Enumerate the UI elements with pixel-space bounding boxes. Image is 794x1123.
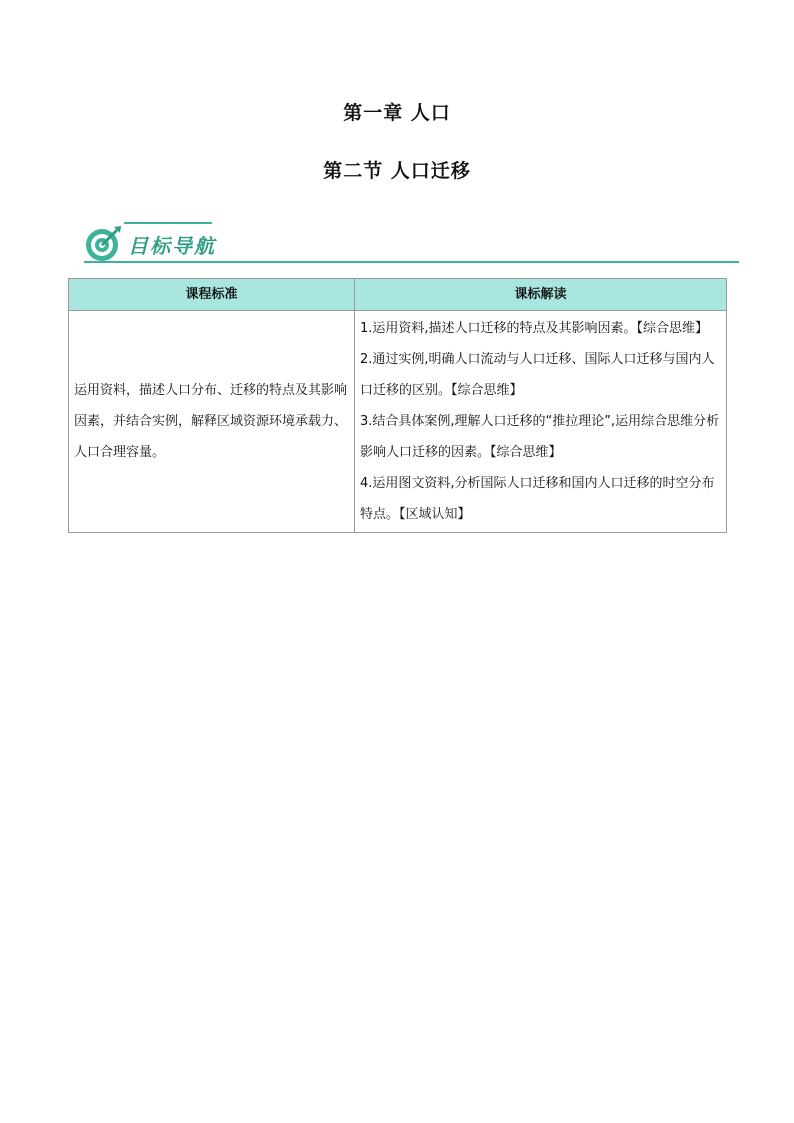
curriculum-standards-table xyxy=(68,278,727,533)
table-row xyxy=(69,311,727,533)
interpretation-item-2: 2.通过实例,明确人口流动与人口迁移、国际人口迁移与国内人口迁移的区别。【综合思维】 xyxy=(360,352,715,398)
banner-top-line xyxy=(124,222,212,224)
interpretation-item-1: 1.运用资料,描述人口迁移的特点及其影响因素。【综合思维】 xyxy=(360,321,709,336)
standard-text-cell: 运用资料，描述人口分布、迁移的特点及其影响因素，并结合实例，解释区域资源环境承载力、人口合理容量。 xyxy=(69,311,355,533)
interpretation-cell xyxy=(355,311,727,533)
target-icon xyxy=(84,224,124,262)
chapter-title: 第一章 人口 xyxy=(343,102,451,124)
interpretation-item-4: 4.运用图文资料,分析国际人口迁移和国内人口迁移的时空分布特点。【区域认知】 xyxy=(360,476,715,522)
goal-navigation-banner xyxy=(84,222,739,264)
banner-bottom-line xyxy=(84,261,739,263)
interpretation-item-3: 3.结合具体案例,理解人口迁移的“推拉理论”,运用综合思维分析影响人口迁移的因素。【综合思维】 xyxy=(360,414,720,460)
section-title: 第二节 人口迁移 xyxy=(323,160,471,182)
table-header-row xyxy=(69,279,727,311)
column-header-interpretation: 课标解读 xyxy=(355,279,727,311)
goal-navigation-label: 目标导航 xyxy=(128,234,216,258)
column-header-standard: 课程标准 xyxy=(69,279,355,311)
